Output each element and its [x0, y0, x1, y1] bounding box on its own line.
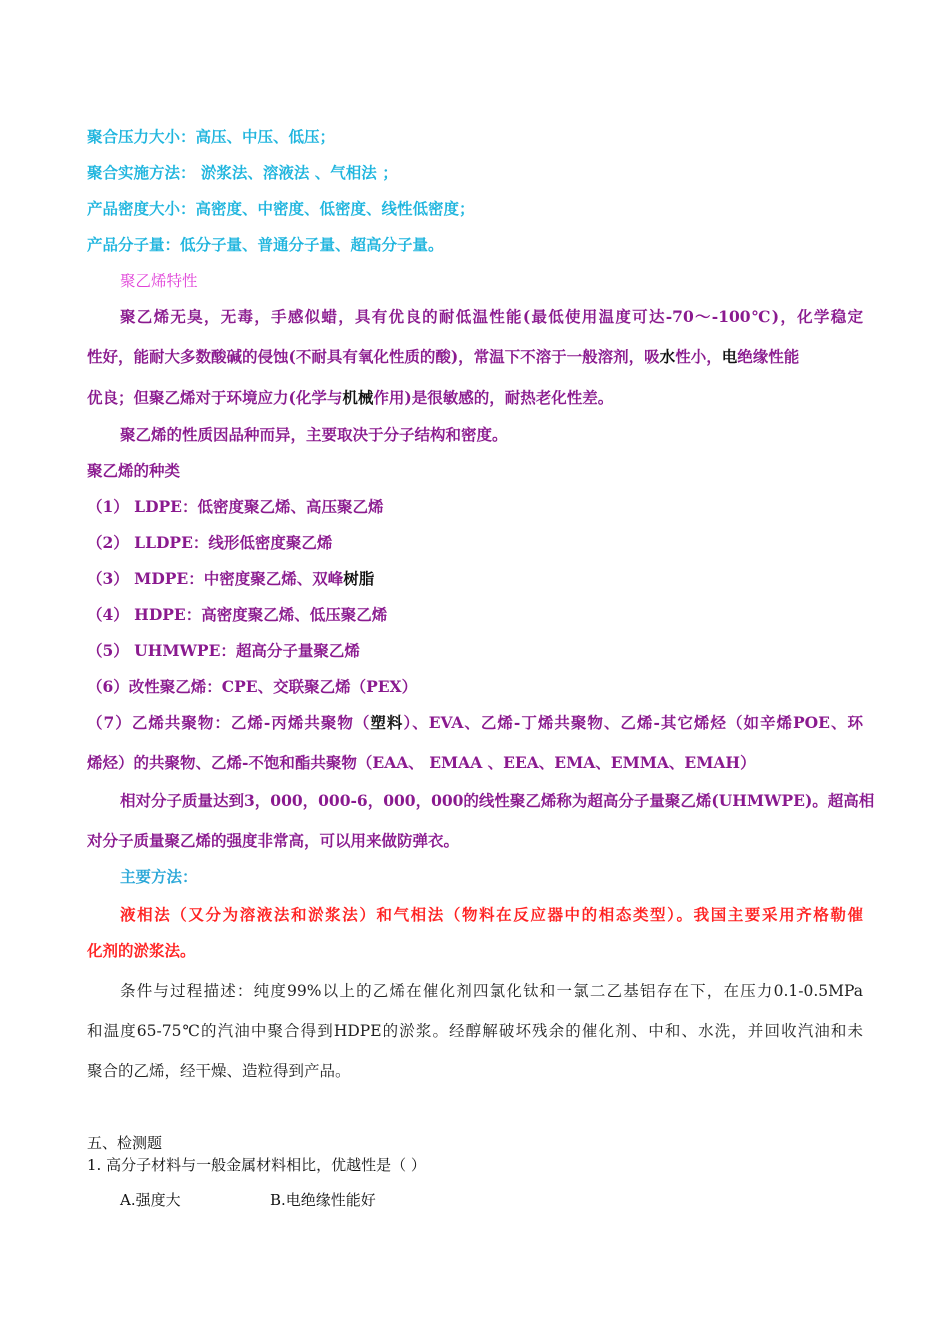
type-copolymer-1a: （7）乙烯共聚物：乙烯-丙烯共聚物（ — [87, 713, 371, 732]
uhmwpe-line-1: 相对分子质量达到3，000，000-6，000，000的线性聚乙烯称为超高分子量聚乙烯(UHMWPE)。超高相 — [120, 791, 875, 810]
classification-pressure: 聚合压力大小：高压、中压、低压； — [87, 127, 336, 146]
classification-molecular-weight: 产品分子量：低分子量、普通分子量、超高分子量。 — [87, 235, 444, 254]
process-line-2: 和温度65-75℃的汽油中聚合得到HDPE的淤浆。经醇解破坏残余的催化剂、中和、水洗，并回收汽油和未 — [87, 1022, 863, 1040]
type-copolymer-line-2: 烯烃）的共聚物、乙烯-不饱和酯共聚物（EAA、 EMAA 、EEA、EMA、EMMA、EMAH） — [87, 753, 756, 772]
types-heading: 聚乙烯的种类 — [87, 461, 181, 480]
question-1: 1. 高分子材料与一般金属材料相比，优越性是（ ） — [87, 1156, 426, 1174]
properties-line-3 — [87, 387, 613, 409]
type-modified: （6）改性聚乙烯：CPE、交联聚乙烯（PEX） — [87, 677, 418, 696]
test-heading: 五、检测题 — [87, 1134, 163, 1152]
option-b: B.电绝缘性能好 — [270, 1191, 376, 1209]
properties-line-2e: 绝缘性能 — [737, 347, 800, 366]
process-line-1: 条件与过程描述：纯度99%以上的乙烯在催化剂四氯化钛和一氯二乙基铝存在下，在压力0.1-0.5MPa — [120, 982, 863, 1000]
type-mdpe-resin: 树脂 — [343, 569, 375, 588]
properties-note: 聚乙烯的性质因品种而异，主要取决于分子结构和密度。 — [120, 425, 508, 444]
process-line-3: 聚合的乙烯，经干燥、造粒得到产品。 — [87, 1062, 351, 1080]
method-line-2: 化剂的淤浆法。 — [87, 941, 196, 960]
properties-line-3c: 作用)是很敏感的，耐热老化性差。 — [373, 388, 614, 407]
properties-line-2 — [87, 346, 799, 368]
type-uhmwpe: （5） UHMWPE：超高分子量聚乙烯 — [87, 641, 360, 660]
type-mdpe — [87, 568, 374, 590]
properties-heading: 聚乙烯特性 — [120, 272, 198, 290]
properties-line-2b: 水 — [659, 347, 676, 366]
method-heading: 主要方法： — [120, 867, 198, 886]
classification-density: 产品密度大小：高密度、中密度、低密度、线性低密度； — [87, 199, 475, 218]
uhmwpe-line-2: 对分子质量聚乙烯的强度非常高，可以用来做防弹衣。 — [87, 831, 460, 850]
type-ldpe: （1） LDPE：低密度聚乙烯、高压聚乙烯 — [87, 497, 384, 516]
type-copolymer-line-1 — [87, 712, 863, 734]
properties-line-2a: 性好，能耐大多数酸碱的侵蚀(不耐具有氧化性质的酸)，常温下不溶于一般溶剂，吸 — [87, 347, 660, 366]
option-a: A.强度大 — [120, 1191, 181, 1209]
properties-line-2c: 性小， — [675, 347, 722, 366]
properties-line-3a: 优良；但聚乙烯对于环境应力(化学与 — [87, 388, 343, 407]
method-line-1: 液相法（又分为溶液法和淤浆法）和气相法（物料在反应器中的相态类型）。我国主要采用齐格勒催 — [120, 905, 863, 924]
classification-method: 聚合实施方法： 淤浆法、溶液法 、气相法 ； — [87, 163, 398, 182]
properties-line-1: 聚乙烯无臭，无毒，手感似蜡，具有优良的耐低温性能(最低使用温度可达-70～-100℃)，化学稳定 — [120, 307, 863, 326]
type-mdpe-text: （3） MDPE：中密度聚乙烯、双峰 — [87, 569, 344, 588]
type-hdpe: （4） HDPE：高密度聚乙烯、低压聚乙烯 — [87, 605, 388, 624]
properties-line-3b: 机械 — [342, 388, 374, 407]
type-copolymer-1c: ）、EVA、乙烯-丁烯共聚物、乙烯-其它烯烃（如辛烯POE、环 — [403, 713, 863, 732]
type-lldpe: （2） LLDPE：线形低密度聚乙烯 — [87, 533, 333, 552]
type-copolymer-plastic: 塑料 — [370, 713, 404, 732]
properties-line-2d: 电 — [721, 347, 738, 366]
